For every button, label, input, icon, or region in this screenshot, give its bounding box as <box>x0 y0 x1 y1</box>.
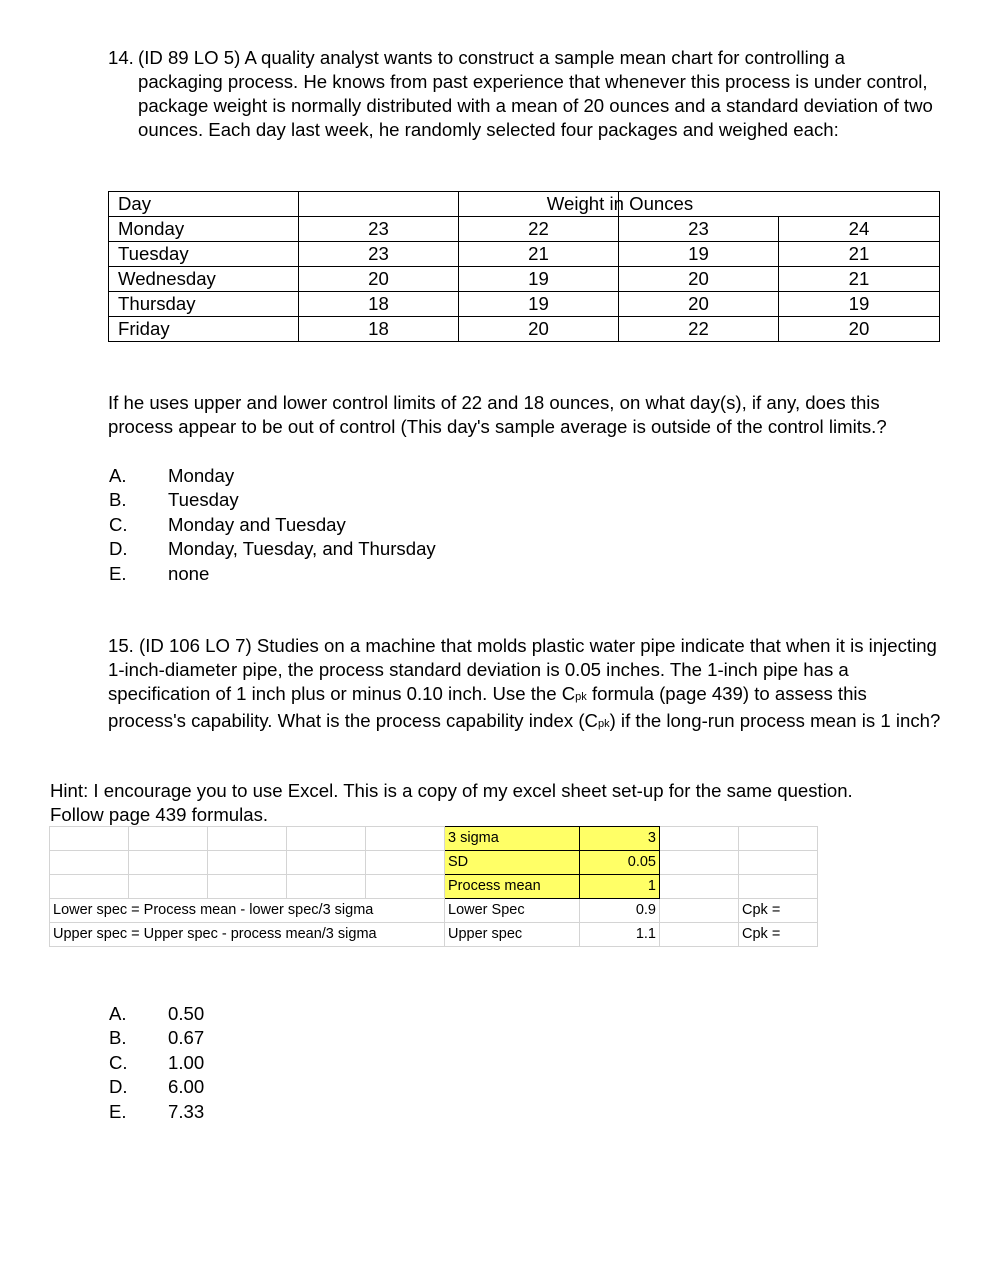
question-15-choices <box>109 1002 309 1124</box>
question-14-prompt: If he uses upper and lower control limits of 22 and 18 ounces, on what day(s), if any, does this process appear to be out of control (This day's sample average is outside of the control limits.? <box>108 392 887 437</box>
question-15-text-part2: formula (page 439) to assess this process's capability. What is the process capability index (C <box>108 683 867 731</box>
choice-item <box>109 562 509 586</box>
weight-cell: 18 <box>299 317 459 342</box>
weight-cell: 20 <box>779 317 940 342</box>
choice-item <box>109 1051 309 1075</box>
day-header: Day <box>109 192 299 217</box>
choice-letter: D. <box>109 1076 128 1098</box>
weight-cell: 20 <box>299 267 459 292</box>
choice-text: 7.33 <box>168 1100 205 1122</box>
choice-letter: E. <box>109 1100 127 1122</box>
choice-letter: C. <box>109 1051 128 1073</box>
choice-letter: D. <box>109 538 128 560</box>
choice-item <box>109 488 509 512</box>
question-15-text-part1: 15. (ID 106 LO 7) Studies on a machine that molds plastic water pipe indicate that when it is injecting 1-inch-diameter pipe, the process standard deviation is 0.05 inches. The 1-inch pipe has a specification of 1 inch plus or minus 0.10 inch. Use the C <box>108 635 937 704</box>
lower-spec-label: Lower Spec <box>445 899 580 923</box>
lower-spec-note: Lower spec = Process mean - lower spec/3 sigma <box>50 899 445 923</box>
weight-cell: 18 <box>299 292 459 317</box>
question-15-subscript: pk <box>597 718 610 730</box>
day-cell: Thursday <box>109 292 299 317</box>
three-sigma-label: 3 sigma <box>445 827 580 851</box>
hint-line1: Hint: I encourage you to use Excel. This is a copy of my excel sheet set-up for the same question. <box>50 780 853 801</box>
choice-text: Monday, Tuesday, and Thursday <box>168 538 436 560</box>
lower-spec-value: 0.9 <box>580 899 660 923</box>
question-14-line1: (ID 89 LO 5) A quality analyst wants to construct a sample mean chart for controlling a <box>138 47 845 68</box>
choice-letter: E. <box>109 562 127 584</box>
choice-item <box>109 1002 309 1026</box>
weight-cell: 20 <box>619 292 779 317</box>
weight-cell: 23 <box>299 217 459 242</box>
weight-cell: 20 <box>459 317 619 342</box>
weight-table <box>108 191 940 342</box>
upper-spec-value: 1.1 <box>580 923 660 947</box>
process-mean-label: Process mean <box>445 875 580 899</box>
weight-cell: 22 <box>459 217 619 242</box>
weight-cell: 19 <box>779 292 940 317</box>
choice-letter: B. <box>109 1027 127 1049</box>
question-15 <box>108 634 948 736</box>
weight-cell: 23 <box>299 242 459 267</box>
choice-item <box>109 537 509 561</box>
weight-cell: 21 <box>459 242 619 267</box>
process-mean-value: 1 <box>580 875 660 899</box>
weight-cell: 19 <box>619 242 779 267</box>
sd-value: 0.05 <box>580 851 660 875</box>
day-cell: Tuesday <box>109 242 299 267</box>
weight-cell: 19 <box>459 267 619 292</box>
choice-text: 6.00 <box>168 1076 205 1098</box>
hint <box>50 779 950 827</box>
question-14-number: 14. <box>108 47 134 68</box>
three-sigma-value: 3 <box>580 827 660 851</box>
upper-spec-label: Upper spec <box>445 923 580 947</box>
choice-text: 1.00 <box>168 1051 205 1073</box>
day-cell: Friday <box>109 317 299 342</box>
question-15-subscript: pk <box>575 691 587 703</box>
choice-letter: A. <box>109 1003 127 1024</box>
choice-text: none <box>168 562 210 584</box>
sd-label: SD <box>445 851 580 875</box>
weight-cell: 21 <box>779 242 940 267</box>
excel-sheet <box>49 826 818 947</box>
question-14-choices <box>109 464 509 586</box>
question-15-text-part3: ) if the long-run process mean is 1 inch? <box>609 710 941 731</box>
cpk-label: Cpk = <box>739 923 818 947</box>
choice-text: 0.50 <box>168 1003 205 1024</box>
day-cell: Monday <box>109 217 299 242</box>
choice-text: Monday <box>168 465 235 486</box>
weight-cell: 23 <box>619 217 779 242</box>
choice-text: Tuesday <box>168 489 239 511</box>
choice-text: Monday and Tuesday <box>168 513 346 535</box>
hint-line2: Follow page 439 formulas. <box>50 804 269 825</box>
weight-cell: 19 <box>459 292 619 317</box>
choice-item <box>109 464 509 488</box>
choice-item <box>109 1026 309 1050</box>
weight-cell: 21 <box>779 267 940 292</box>
upper-spec-note: Upper spec = Upper spec - process mean/3 sigma <box>50 923 445 947</box>
choice-item <box>109 513 509 537</box>
cpk-label: Cpk = <box>739 899 818 923</box>
weight-cell: 24 <box>779 217 940 242</box>
choice-letter: C. <box>109 513 128 535</box>
choice-item <box>109 1075 309 1099</box>
choice-item <box>109 1100 309 1124</box>
choice-letter: A. <box>109 465 127 486</box>
choice-letter: B. <box>109 489 127 511</box>
weight-cell: 20 <box>619 267 779 292</box>
day-cell: Wednesday <box>109 267 299 292</box>
choice-text: 0.67 <box>168 1027 205 1049</box>
question-14 <box>108 46 938 142</box>
weight-cell: 22 <box>619 317 779 342</box>
weight-header: Weight in Ounces <box>546 193 694 214</box>
question-14-text: packaging process. He knows from past experience that whenever this process is under control, package weight is normally distributed with a mean of 20 ounces and a standard deviation of two ounces. Each day last week, he randomly selected four packages and weighed each: <box>138 71 933 140</box>
